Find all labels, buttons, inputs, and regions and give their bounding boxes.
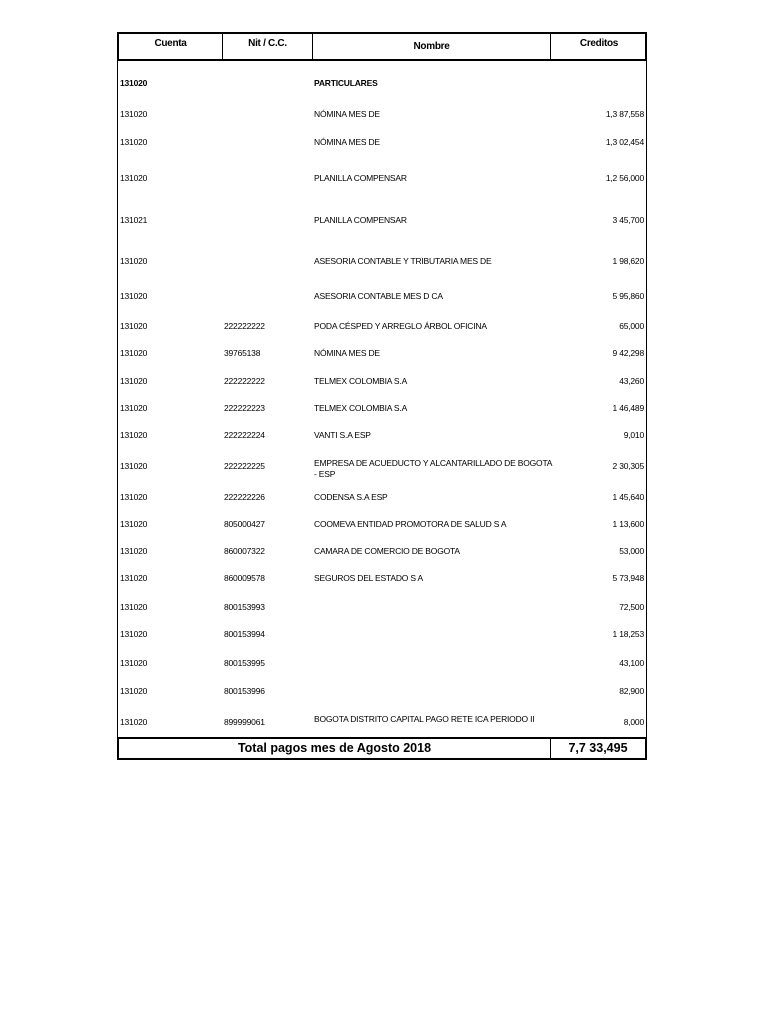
cell-nombre: PLANILLA COMPENSAR bbox=[314, 173, 407, 183]
cell-cuenta: 131020 bbox=[120, 430, 148, 440]
cell-cuenta: 131020 bbox=[120, 78, 148, 88]
cell-credito: 82,900 bbox=[619, 686, 644, 696]
total-value: 7,7 33,495 bbox=[568, 741, 628, 755]
cell-credito: 72,500 bbox=[619, 602, 644, 612]
cell-cuenta: 131020 bbox=[120, 321, 148, 331]
cell-cuenta: 131020 bbox=[120, 658, 148, 668]
cell-nombre: PODA CÉSPED Y ARREGLO ÁRBOL OFICINA bbox=[314, 321, 487, 331]
cell-credito: 3 45,700 bbox=[612, 215, 644, 225]
cell-nit: 860009578 bbox=[224, 573, 265, 583]
cell-nombre: CODENSA S.A ESP bbox=[314, 492, 388, 502]
cell-nombre: NÓMINA MES DE bbox=[314, 348, 380, 358]
cell-nombre: PLANILLA COMPENSAR bbox=[314, 215, 407, 225]
cell-nombre: BOGOTA DISTRITO CAPITAL PAGO RETE ICA PERIODO II bbox=[314, 714, 535, 724]
cell-nit: 39765138 bbox=[224, 348, 261, 358]
cell-nombre: CAMARA DE COMERCIO DE BOGOTA bbox=[314, 546, 460, 556]
cell-cuenta: 131020 bbox=[120, 573, 148, 583]
cell-credito: 1,2 56,000 bbox=[605, 173, 644, 183]
cell-credito: 9 42,298 bbox=[612, 348, 644, 358]
cell-credito: 1,3 02,454 bbox=[605, 137, 644, 147]
cell-cuenta: 131020 bbox=[120, 629, 148, 639]
payments-table bbox=[117, 32, 647, 760]
cell-nit: 222222222 bbox=[224, 376, 265, 386]
cell-credito: 1 13,600 bbox=[612, 519, 644, 529]
cell-nit: 805000427 bbox=[224, 519, 265, 529]
cell-cuenta: 131020 bbox=[120, 173, 148, 183]
cell-cuenta: 131020 bbox=[120, 492, 148, 502]
cell-nombre: TELMEX COLOMBIA S.A bbox=[314, 376, 408, 386]
cell-credito: 1 18,253 bbox=[612, 629, 644, 639]
cell-cuenta: 131021 bbox=[120, 215, 148, 225]
cell-nit: 860007322 bbox=[224, 546, 265, 556]
cell-cuenta: 131020 bbox=[120, 137, 148, 147]
cell-cuenta: 131020 bbox=[120, 461, 148, 471]
header-nombre: Nombre bbox=[313, 34, 551, 61]
cell-cuenta: 131020 bbox=[120, 376, 148, 386]
cell-credito: 5 73,948 bbox=[612, 573, 644, 583]
total-label: Total pagos mes de Agosto 2018 bbox=[119, 739, 551, 758]
cell-credito: 2 30,305 bbox=[612, 461, 644, 471]
cell-nombre: TELMEX COLOMBIA S.A bbox=[314, 403, 408, 413]
cell-nombre: ASESORIA CONTABLE MES D CA bbox=[314, 291, 443, 301]
cell-cuenta: 131020 bbox=[120, 602, 148, 612]
cell-cuenta: 131020 bbox=[120, 686, 148, 696]
header-creditos: Creditos bbox=[579, 38, 619, 49]
cell-nombre: EMPRESA DE ACUEDUCTO Y ALCANTARILLADO DE BOGOTA - ESP bbox=[314, 458, 552, 479]
cell-nombre: PARTICULARES bbox=[314, 78, 378, 88]
cell-credito: 43,260 bbox=[619, 376, 644, 386]
cell-nombre: SEGUROS DEL ESTADO S A bbox=[314, 573, 423, 583]
cell-nombre: NÓMINA MES DE bbox=[314, 109, 380, 119]
cell-nombre: COOMEVA ENTIDAD PROMOTORA DE SALUD S A bbox=[314, 519, 507, 529]
cell-cuenta: 131020 bbox=[120, 519, 148, 529]
cell-nit: 899999061 bbox=[224, 717, 265, 727]
header-cuenta: Cuenta bbox=[119, 34, 223, 61]
cell-credito: 53,000 bbox=[619, 546, 644, 556]
cell-nombre: VANTI S.A ESP bbox=[314, 430, 371, 440]
cell-cuenta: 131020 bbox=[120, 403, 148, 413]
cell-credito: 43,100 bbox=[619, 658, 644, 668]
cell-credito: 5 95,860 bbox=[612, 291, 644, 301]
cell-nit: 222222226 bbox=[224, 492, 265, 502]
cell-credito: 1 98,620 bbox=[612, 256, 644, 266]
cell-cuenta: 131020 bbox=[120, 109, 148, 119]
cell-cuenta: 131020 bbox=[120, 291, 148, 301]
cell-credito: 8,000 bbox=[623, 717, 644, 727]
cell-cuenta: 131020 bbox=[120, 348, 148, 358]
cell-nit: 800153994 bbox=[224, 629, 265, 639]
cell-cuenta: 131020 bbox=[120, 546, 148, 556]
cell-credito: 9,010 bbox=[623, 430, 644, 440]
cell-credito: 1,3 87,558 bbox=[605, 109, 644, 119]
cell-nit: 222222223 bbox=[224, 403, 265, 413]
cell-nit: 222222222 bbox=[224, 321, 265, 331]
cell-cuenta: 131020 bbox=[120, 717, 148, 727]
cell-credito: 1 46,489 bbox=[612, 403, 644, 413]
cell-nit: 800153996 bbox=[224, 686, 265, 696]
header-nit: Nit / C.C. bbox=[223, 34, 313, 61]
table-header bbox=[117, 32, 647, 61]
cell-nit: 800153995 bbox=[224, 658, 265, 668]
cell-nombre: ASESORIA CONTABLE Y TRIBUTARIA MES DE bbox=[314, 256, 492, 266]
cell-credito: 1 45,640 bbox=[612, 492, 644, 502]
cell-nombre: NÓMINA MES DE bbox=[314, 137, 380, 147]
cell-nit: 800153993 bbox=[224, 602, 265, 612]
cell-cuenta: 131020 bbox=[120, 256, 148, 266]
table-body bbox=[117, 61, 647, 737]
cell-credito: 65,000 bbox=[619, 321, 644, 331]
cell-nit: 222222224 bbox=[224, 430, 265, 440]
cell-nit: 222222225 bbox=[224, 461, 265, 471]
table-footer bbox=[117, 737, 647, 760]
